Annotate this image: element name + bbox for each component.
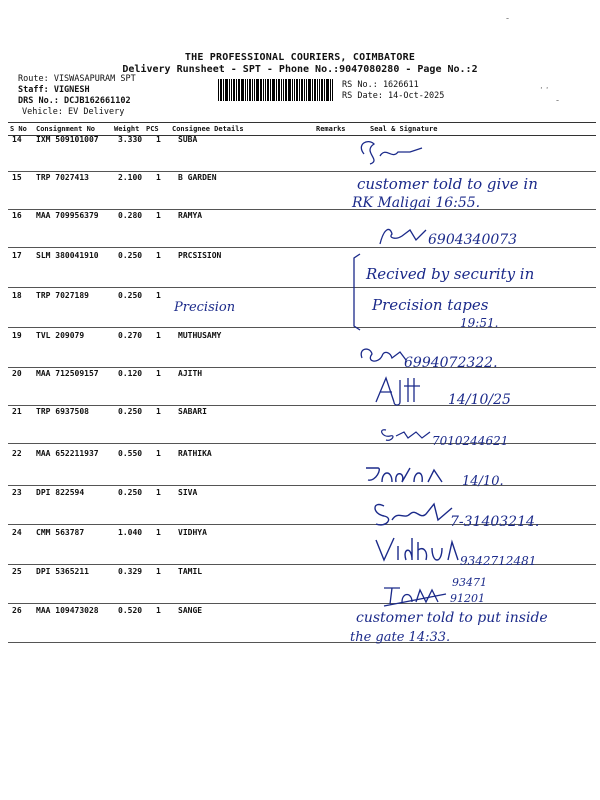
date-r20: 14/10/25 bbox=[448, 392, 511, 408]
drs-number: DRS No.: DCJB162661102 bbox=[18, 96, 131, 106]
row-weight: 3.330 bbox=[118, 135, 143, 144]
time-r18: 19:51. bbox=[460, 316, 499, 330]
signature-suba bbox=[352, 134, 432, 170]
phone-r19: 6994072322. bbox=[404, 355, 498, 371]
date-r22: 14/10. bbox=[462, 474, 504, 489]
row-weight: 0.550 bbox=[118, 449, 143, 458]
row-consignee: PRCSISION bbox=[178, 251, 222, 260]
row-pcs: 1 bbox=[156, 173, 161, 182]
row-consignment: IXM 509101007 bbox=[36, 135, 99, 144]
barcode-icon bbox=[218, 79, 338, 101]
row-divider bbox=[8, 287, 596, 288]
row-consignee: TAMIL bbox=[178, 567, 203, 576]
row-divider bbox=[8, 485, 596, 486]
row-consignee: MUTHUSAMY bbox=[178, 331, 222, 340]
row-sno: 25 bbox=[12, 567, 22, 576]
signature-ramya bbox=[376, 222, 436, 248]
row-weight: 0.250 bbox=[118, 251, 143, 260]
number-r25-line1: 93471 bbox=[452, 576, 487, 589]
row-consignment: CMM 563787 bbox=[36, 528, 85, 537]
signature-sabari bbox=[378, 422, 434, 444]
row-sno: 26 bbox=[12, 606, 22, 615]
row-consignee: RATHIKA bbox=[178, 449, 212, 458]
row-sno: 18 bbox=[12, 291, 22, 300]
row-divider bbox=[8, 171, 596, 172]
row-consignment: TRP 6937508 bbox=[36, 407, 89, 416]
row-sno: 15 bbox=[12, 173, 22, 182]
row-weight: 2.100 bbox=[118, 173, 143, 182]
remark-r26-line2: the gate 14:33. bbox=[350, 630, 451, 645]
vehicle-text: Vehicle: EV Delivery bbox=[22, 107, 125, 117]
row-divider bbox=[8, 603, 596, 604]
row-consignee: AJITH bbox=[178, 369, 203, 378]
row-weight: 0.280 bbox=[118, 211, 143, 220]
row-sno: 20 bbox=[12, 369, 22, 378]
phone-r21: 7010244621 bbox=[432, 434, 509, 448]
row-pcs: 1 bbox=[156, 567, 161, 576]
row-consignment: MAA 109473028 bbox=[36, 606, 99, 615]
staff-text: Staff: VIGNESH bbox=[18, 85, 90, 95]
row-consignment: MAA 709956379 bbox=[36, 211, 99, 220]
row-pcs: 1 bbox=[156, 369, 161, 378]
row-sno: 16 bbox=[12, 211, 22, 220]
row-weight: 0.250 bbox=[118, 488, 143, 497]
row-pcs: 1 bbox=[156, 291, 161, 300]
table-header bbox=[8, 122, 596, 136]
row-divider bbox=[8, 327, 596, 328]
row-pcs: 1 bbox=[156, 449, 161, 458]
col-consignment: Consignment No bbox=[36, 125, 96, 133]
row-consignment: SLM 380041910 bbox=[36, 251, 99, 260]
corner-mark-icon: - bbox=[506, 14, 510, 24]
runsheet-meta-left bbox=[18, 74, 136, 118]
phone-r16: 6904340073 bbox=[428, 232, 518, 248]
runsheet-subtitle: Delivery Runsheet - SPT - Phone No.:9047080280 - Page No.:2 bbox=[122, 64, 478, 75]
phone-r24: 9342712481 bbox=[460, 554, 537, 568]
signature-siva bbox=[368, 496, 458, 530]
row-consignee: SIVA bbox=[178, 488, 198, 497]
row-divider bbox=[8, 209, 596, 210]
row-weight: 0.250 bbox=[118, 291, 143, 300]
rs-date: RS Date: 14-Oct-2025 bbox=[342, 91, 445, 101]
route-text: Route: VISWASAPURAM SPT bbox=[18, 74, 136, 84]
bracket-mark bbox=[350, 252, 364, 332]
row-weight: 0.270 bbox=[118, 331, 143, 340]
corner-mark-icon: · · bbox=[540, 84, 549, 94]
corner-mark-icon: - bbox=[556, 96, 560, 106]
row-consignment: DPI 5365211 bbox=[36, 567, 89, 576]
row-weight: 0.250 bbox=[118, 407, 143, 416]
col-remarks: Remarks bbox=[316, 125, 346, 133]
company-title: THE PROFESSIONAL COURIERS, COIMBATORE bbox=[184, 52, 416, 63]
consignee-r18-handwritten: Precision bbox=[174, 300, 236, 315]
row-consignment: DPI 822594 bbox=[36, 488, 85, 497]
remark-r15-line1: customer told to give in bbox=[357, 175, 538, 193]
number-r25-line2: 91201 bbox=[450, 592, 485, 605]
signature-rathika bbox=[362, 460, 452, 490]
row-consignee: B GARDEN bbox=[178, 173, 217, 182]
row-consignee: SUBA bbox=[178, 135, 198, 144]
phone-r23: 7-31403214. bbox=[450, 514, 540, 530]
row-divider bbox=[8, 367, 596, 368]
row-consignment: TRP 7027413 bbox=[36, 173, 89, 182]
row-weight: 0.520 bbox=[118, 606, 143, 615]
row-divider bbox=[8, 642, 596, 643]
row-pcs: 1 bbox=[156, 407, 161, 416]
row-sno: 22 bbox=[12, 449, 22, 458]
col-seal: Seal & Signature bbox=[370, 125, 438, 133]
row-sno: 14 bbox=[12, 135, 22, 144]
row-sno: 24 bbox=[12, 528, 22, 537]
row-pcs: 1 bbox=[156, 331, 161, 340]
row-consignee: VIDHYA bbox=[178, 528, 207, 537]
remark-r15-line2: RK Maligai 16:55. bbox=[352, 195, 481, 211]
remark-r26-line1: customer told to put inside bbox=[356, 610, 548, 626]
remark-r18: Precision tapes bbox=[372, 296, 489, 314]
row-consignee: RAMYA bbox=[178, 211, 203, 220]
runsheet-meta-right bbox=[342, 80, 444, 102]
row-weight: 0.329 bbox=[118, 567, 143, 576]
row-consignment: MAA 652211937 bbox=[36, 449, 99, 458]
rs-number: RS No.: 1626611 bbox=[342, 80, 419, 90]
signature-vidhya bbox=[372, 534, 460, 564]
row-pcs: 1 bbox=[156, 488, 161, 497]
row-consignment: TRP 7027189 bbox=[36, 291, 89, 300]
row-pcs: 1 bbox=[156, 606, 161, 615]
row-consignee: SANGE bbox=[178, 606, 203, 615]
row-weight: 0.120 bbox=[118, 369, 143, 378]
row-pcs: 1 bbox=[156, 135, 161, 144]
row-pcs: 1 bbox=[156, 528, 161, 537]
row-pcs: 1 bbox=[156, 251, 161, 260]
row-weight: 1.040 bbox=[118, 528, 143, 537]
remark-r17: Recived by security in bbox=[366, 265, 535, 283]
row-sno: 21 bbox=[12, 407, 22, 416]
col-weight: Weight bbox=[114, 125, 140, 133]
row-pcs: 1 bbox=[156, 211, 161, 220]
row-consignee: SABARI bbox=[178, 407, 207, 416]
row-consignment: TVL 209079 bbox=[36, 331, 85, 340]
row-consignment: MAA 712509157 bbox=[36, 369, 99, 378]
signature-tamil bbox=[380, 578, 450, 608]
col-sno: S No bbox=[10, 125, 27, 133]
col-consignee: Consignee Details bbox=[172, 125, 244, 133]
row-sno: 17 bbox=[12, 251, 22, 260]
col-pcs: PCS bbox=[146, 125, 159, 133]
signature-ajith bbox=[372, 372, 432, 408]
row-sno: 23 bbox=[12, 488, 22, 497]
row-sno: 19 bbox=[12, 331, 22, 340]
